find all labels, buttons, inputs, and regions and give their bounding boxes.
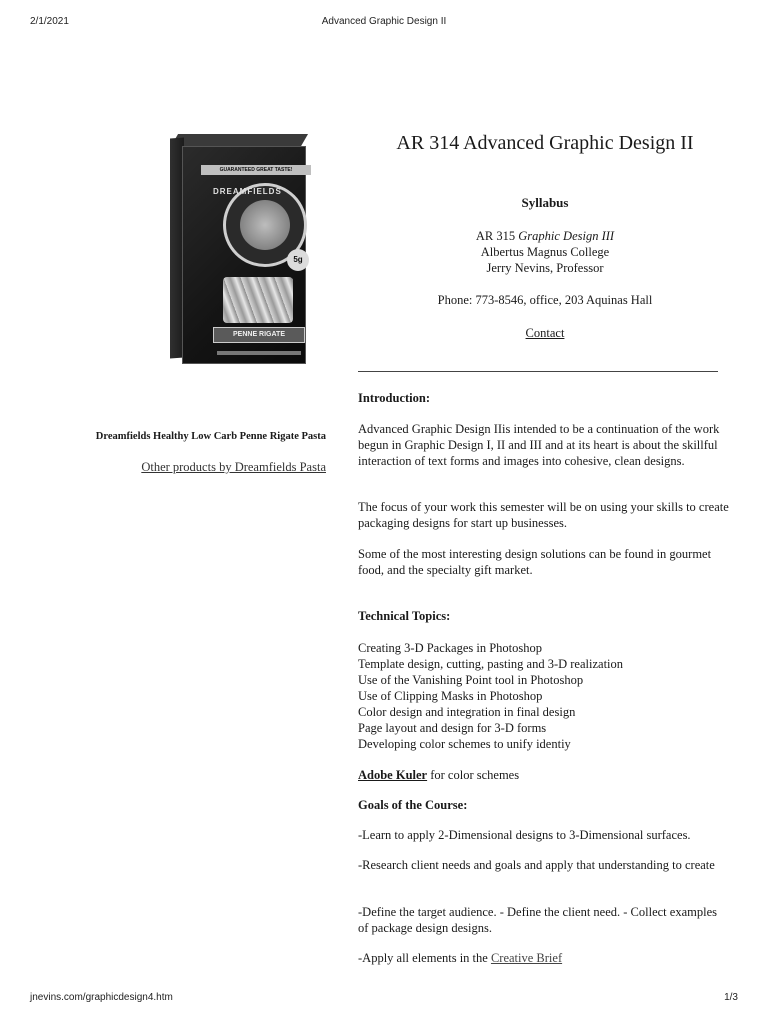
creative-brief-link[interactable]: Creative Brief	[490, 951, 563, 965]
pasta-label: PENNE RIGATE	[213, 327, 305, 343]
page-number: 1/3	[724, 992, 738, 1003]
divider	[358, 371, 718, 372]
list-item: Color design and integration in final design	[358, 705, 576, 719]
page-title: AR 314 Advanced Graphic Design II	[396, 132, 694, 154]
print-page-title: Advanced Graphic Design II	[321, 16, 447, 27]
list-item: Page layout and design for 3-D forms	[358, 721, 547, 735]
kuler-line	[358, 767, 730, 783]
intro-paragraph-3: Some of the most interesting design solutions can be found in gourmet food, and the specialty gift market.	[358, 547, 712, 577]
carb-badge: 5g	[287, 249, 309, 271]
kuler-suffix: for color schemes	[427, 768, 520, 782]
intro-paragraph-1: Advanced Graphic Design IIis intended to be a continuation of the work begun in Graphic Design I, II and III and at its heart is about the skillful interaction of text forms and images into cohesive, clean designs.	[358, 422, 720, 468]
course-line	[360, 229, 730, 244]
box-front	[182, 146, 306, 364]
list-item: Use of the Vanishing Point tool in Photoshop	[358, 673, 584, 687]
syllabus-heading: Syllabus	[521, 195, 569, 210]
goal-item: -Learn to apply 2-Dimensional designs to 3-Dimensional surfaces.	[358, 828, 691, 842]
net-weight-bar	[217, 351, 301, 355]
intro-heading: Introduction:	[358, 391, 431, 405]
goal-item	[358, 950, 730, 966]
list-item: Use of Clipping Masks in Photoshop	[358, 689, 543, 703]
goal-item: -Research client needs and goals and apply that understanding to create	[358, 858, 715, 872]
box-strip-text: GUARANTEED GREAT TASTE!	[201, 165, 311, 175]
other-products-link[interactable]: Other products by Dreamfields Pasta	[141, 460, 326, 474]
course-code: AR 315	[475, 229, 519, 243]
list-item: Developing color schemes to unify identiy	[358, 737, 571, 751]
contact-link[interactable]: Contact	[525, 326, 565, 340]
list-item: Template design, cutting, pasting and 3-D realization	[358, 657, 624, 671]
seal-emblem	[240, 200, 290, 250]
college-name: Albertus Magnus College	[480, 245, 610, 259]
product-caption: Dreamfields Healthy Low Carb Penne Rigate Pasta	[95, 431, 326, 442]
intro-paragraph-2: The focus of your work this semester will be on using your skills to create packaging designs for start up businesses.	[358, 500, 729, 530]
technical-heading: Technical Topics:	[358, 609, 451, 623]
course-name: Graphic Design III	[518, 229, 615, 243]
print-date: 2/1/2021	[30, 16, 69, 27]
goal-item: -Define the target audience. - Define the client need. - Collect examples of package design designs.	[358, 905, 717, 935]
list-item: Creating 3-D Packages in Photoshop	[358, 641, 543, 655]
professor-name: Jerry Nevins, Professor	[486, 261, 604, 275]
phone-info: Phone: 773-8546, office, 203 Aquinas Hall	[437, 293, 653, 307]
pasta-photo	[223, 277, 293, 323]
product-image[interactable]	[170, 132, 320, 364]
goals-heading: Goals of the Course:	[358, 798, 468, 812]
box-brand: DREAMFIELDS	[213, 187, 282, 196]
goal-text: -Apply all elements in the	[358, 951, 491, 965]
page-url: jnevins.com/graphicdesign4.htm	[30, 992, 173, 1003]
adobe-kuler-link[interactable]: Adobe Kuler	[358, 768, 428, 782]
technical-list	[358, 640, 730, 752]
